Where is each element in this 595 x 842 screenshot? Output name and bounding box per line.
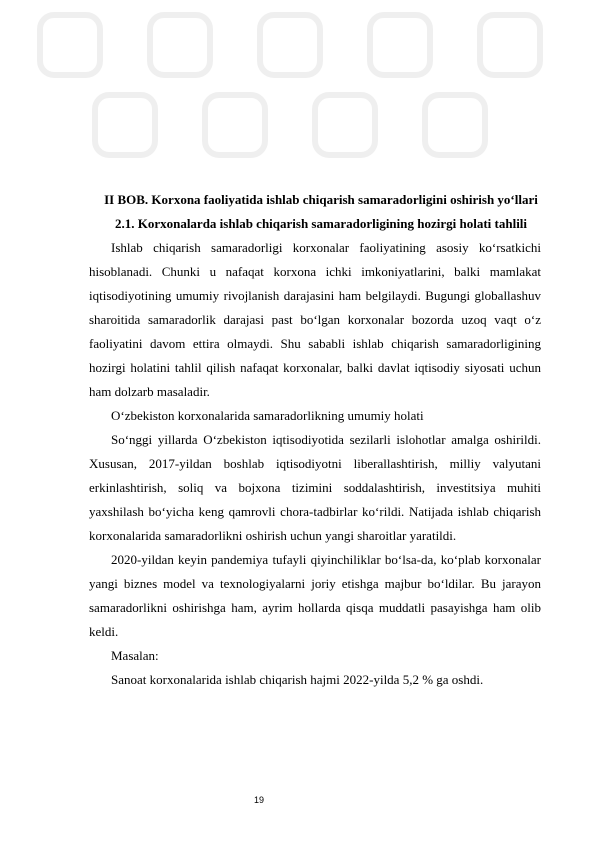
example-line: Sanoat korxonalarida ishlab chiqarish hajmi 2022-yilda 5,2 % ga oshdi.: [111, 672, 484, 687]
chapter-title: II BOB. Korxona faoliyatida ishlab chiqarish samaradorligini oshirish yo‘llari: [104, 192, 538, 207]
example-label: Masalan:: [111, 648, 159, 663]
section-title: 2.1. Korxonalarda ishlab chiqarish samaradorligining hozirgi holati tahlili: [114, 216, 528, 231]
page-number: 19: [254, 795, 265, 805]
paragraph-reforms: So‘nggi yillarda O‘zbekiston iqtisodiyotida sezilarli islohotlar amalga oshirildi. Xususan, 2017-yildan boshlab iqtisodiyotni liberallashtirish, milliy valyutani erkinlashtirish, soliq va bojxona tizimini soddalashtirish, investitsiya muhiti yaxshilash bo‘yicha keng qamrovli chora-tadbirlar ko‘rildi. Natijada ishlab chiqarish korxonalarida samaradorlikni oshirish uchun yangi sharoitlar yaratildi.: [89, 432, 541, 543]
document-body: [89, 188, 541, 692]
paragraph-intro: Ishlab chiqarish samaradorligi korxonalar faoliyatining asosiy ko‘rsatkichi hisoblanadi. Chunki u nafaqat korxona ichki imkoniyatlarini, balki mamlakat iqtisodiyotining umumiy rivojlanish darajasini ham belgilaydi. Bugungi globallashuv sharoitida samaradorlik darajasi past bo‘lgan korxonalar bozorda uzoq vaqt o‘z faoliyatini davom ettira olmaydi. Shu sababli ishlab chiqarish samaradorligining hozirgi holatini tahlil qilish nafaqat korxonalar, balki davlat iqtisodiy siyosati uchun ham dolzarb masaladir.: [89, 240, 541, 399]
paragraph-pandemic: 2020-yildan keyin pandemiya tufayli qiyinchiliklar bo‘lsa-da, ko‘plab korxonalar yangi biznes model va texnologiyalarni joriy etishga majbur bo‘ldilar. Bu jarayon samaradorlikni oshirishga ham, ayrim hollarda qisqa muddatli pasayishga ham olib keldi.: [89, 552, 541, 639]
subheading-general-state: O‘zbekiston korxonalarida samaradorlikning umumiy holati: [111, 408, 424, 423]
